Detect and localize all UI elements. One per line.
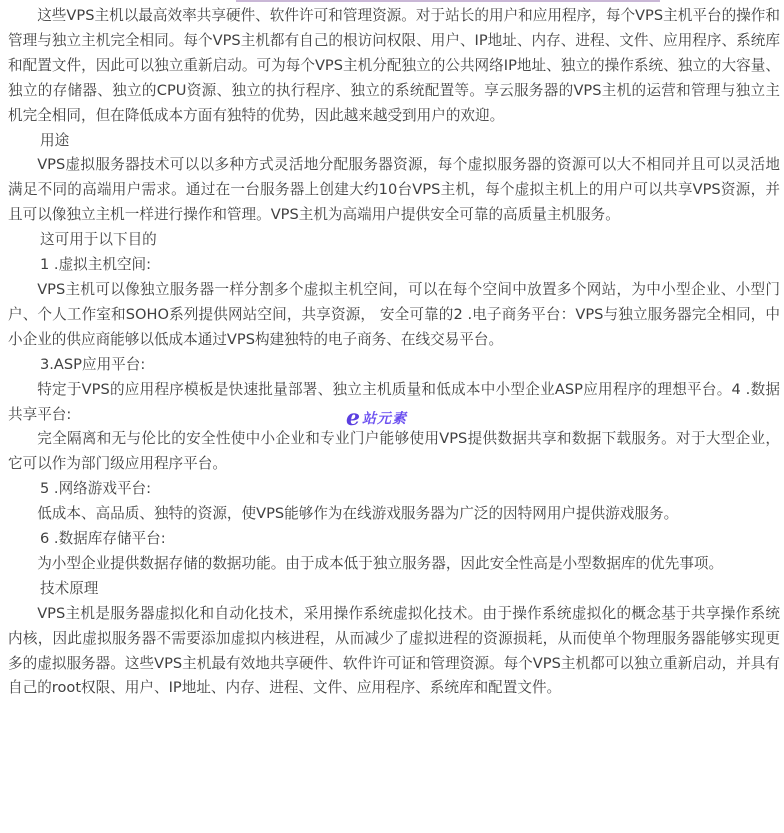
watermark-logo-icon: e [346,405,360,431]
item5-body: 低成本、高品质、独特的资源，使VPS能够作为在线游戏服务器为广泛的因特网用户提供游戏服务。 [37,505,679,523]
item6-title: 6 .数据库存储平台: [40,530,166,548]
usage-heading: 用途 [40,131,70,149]
watermark-text: 站元素 [362,411,407,427]
item5-title: 5 .网络游戏平台: [40,480,152,498]
tech-paragraph: VPS主机是服务器虚拟化和自动化技术，采用操作系统虚拟化技术。由于操作系统虚拟化的概念基于共享操作系统内核，因此虚拟服务器不需要添加虚拟内核进程，从而减少了虚拟进程的资源损耗，从而使单个物理服务器能够实现更多的虚拟服务器。这些VPS主机最有效地共享硬件、软件许可证和管理资源。每个VPS主机都可以独立重新启动，并具有自己的root权限、用户、IP地址、内存、进程、文件、应用程序、系统库和配置文件。 [8,604,780,697]
usage-paragraph: VPS虚拟服务器技术可以以多种方式灵活地分配服务器资源，每个虚拟服务器的资源可以大不相同并且可以灵活地满足不同的高端用户需求。通过在一台服务器上创建大约10台VPS主机，每个虚拟主机上的用户可以共享VPS资源，并且可以像独立主机一样进行操作和管理。VPS主机为高端用户提供安全可靠的高质量主机服务。 [8,156,780,224]
item3-title: 3.ASP应用平台: [40,355,146,373]
tech-heading: 技术原理 [40,579,99,597]
item4-body: 完全隔离和无与伦比的安全性使中小企业和专业门户能够使用VPS提供数据共享和数据下载服务。对于大型企业，它可以作为部门级应用程序平台。 [8,430,780,473]
intro-paragraph: 这些VPS主机以最高效率共享硬件、软件许可和管理资源。对于站长的用户和应用程序，每个VPS主机平台的操作和管理与独立主机完全相同。每个VPS主机都有自己的根访问权限、用户、IP地址、内存、进程、文件、应用程序、系统库和配置文件，因此可以独立重新启动。可为每个VPS主机分配独立的公共网络IP地址、独立的操作系统、独立的大容量、独立的存储器、独立的CPU资源、独立的执行程序、独立的系统配置等。享云服务器的VPS主机的运营和管理与独立主机完全相同，但在降低成本方面有独特的优势，因此越来越受到用户的欢迎。 [8,7,780,124]
item6-body: 为小型企业提供数据存储的数据功能。由于成本低于独立服务器，因此安全性高是小型数据库的优先事项。 [37,554,724,572]
item1-body: VPS主机可以像独立服务器一样分割多个虚拟主机空间，可以在每个空间中放置多个网站，为中小型企业、小型门户、个人工作室和SOHO系列提供网站空间，共享资源， 安全可靠的2 .电子商务平台：VPS与独立服务器完全相同，中小企业的供应商能够以低成本通过VPS构建独特的电子商务、在线交易平台。 [8,280,780,348]
item3-body: 特定于VPS的应用程序模板是快速批量部署、独立主机质量和低成本中小型企业ASP应用程序的理想平台。4 .数据共享平台: [8,380,780,423]
item1-title: 1 .虚拟主机空间: [40,256,152,274]
site-watermark [346,406,407,430]
purpose-heading: 这可用于以下目的 [40,231,157,249]
